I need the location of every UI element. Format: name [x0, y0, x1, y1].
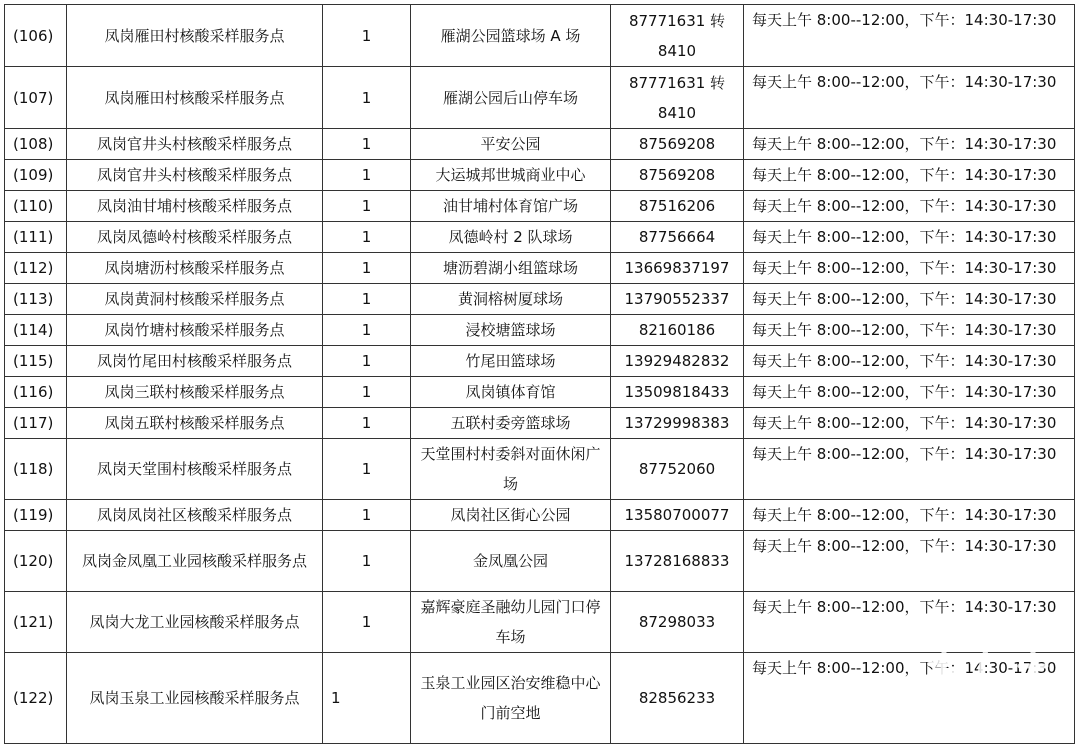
row-number: (108)	[5, 129, 67, 160]
sampling-location: 玉泉工业园区治安维稳中心门前空地	[411, 653, 611, 744]
service-point-name: 凤岗大龙工业园核酸采样服务点	[67, 592, 323, 653]
contact-phone: 87569208	[611, 129, 744, 160]
table-row	[5, 129, 1075, 160]
sampling-location: 塘沥碧湖小组篮球场	[411, 253, 611, 284]
row-number: (121)	[5, 592, 67, 653]
service-point-name: 凤岗官井头村核酸采样服务点	[67, 129, 323, 160]
point-count: 1	[323, 160, 411, 191]
service-point-name: 凤岗三联村核酸采样服务点	[67, 377, 323, 408]
service-point-name: 凤岗玉泉工业园核酸采样服务点	[67, 653, 323, 744]
table-row	[5, 592, 1075, 653]
service-hours: 每天上午 8:00--12:00，下午：14:30-17:30	[744, 408, 1075, 439]
point-count: 1	[323, 67, 411, 129]
service-point-name: 凤岗五联村核酸采样服务点	[67, 408, 323, 439]
service-hours: 每天上午 8:00--12:00，下午：14:30-17:30	[744, 439, 1075, 500]
sampling-location: 大运城邦世城商业中心	[411, 160, 611, 191]
row-number: (118)	[5, 439, 67, 500]
table-row	[5, 346, 1075, 377]
row-number: (115)	[5, 346, 67, 377]
contact-phone: 87298033	[611, 592, 744, 653]
service-hours: 每天上午 8:00--12:00，下午：14:30-17:30	[744, 160, 1075, 191]
sampling-location: 油甘埔村体育馆广场	[411, 191, 611, 222]
sampling-location: 凤岗镇体育馆	[411, 377, 611, 408]
row-number: (117)	[5, 408, 67, 439]
sampling-location: 嘉辉豪庭圣融幼儿园门口停车场	[411, 592, 611, 653]
table-row	[5, 253, 1075, 284]
service-hours: 每天上午 8:00--12:00，下午：14:30-17:30	[744, 129, 1075, 160]
service-point-name: 凤岗竹塘村核酸采样服务点	[67, 315, 323, 346]
row-number: (120)	[5, 531, 67, 592]
sampling-location: 金凤凰公园	[411, 531, 611, 592]
service-hours: 每天上午 8:00--12:00，下午：14:30-17:30	[744, 377, 1075, 408]
table-row	[5, 377, 1075, 408]
service-point-name: 凤岗黄洞村核酸采样服务点	[67, 284, 323, 315]
sampling-location: 五联村委旁篮球场	[411, 408, 611, 439]
row-number: (119)	[5, 500, 67, 531]
table-row	[5, 67, 1075, 129]
sampling-location: 凤岗社区街心公园	[411, 500, 611, 531]
sampling-location: 凤德岭村 2 队球场	[411, 222, 611, 253]
table-row	[5, 653, 1075, 744]
point-count: 1	[323, 377, 411, 408]
service-point-name: 凤岗金凤凰工业园核酸采样服务点	[67, 531, 323, 592]
contact-phone: 13728168833	[611, 531, 744, 592]
service-point-name: 凤岗雁田村核酸采样服务点	[67, 67, 323, 129]
service-hours: 每天上午 8:00--12:00，下午：14:30-17:30	[744, 284, 1075, 315]
point-count: 1	[323, 315, 411, 346]
sampling-points-table	[4, 4, 1075, 744]
service-hours: 每天上午 8:00--12:00，下午：14:30-17:30	[744, 346, 1075, 377]
table-row	[5, 408, 1075, 439]
contact-phone: 82856233	[611, 653, 744, 744]
contact-phone: 87752060	[611, 439, 744, 500]
service-hours: 每天上午 8:00--12:00，下午：14:30-17:30	[744, 67, 1075, 129]
row-number: (106)	[5, 5, 67, 67]
point-count: 1	[323, 191, 411, 222]
row-number: (110)	[5, 191, 67, 222]
sampling-location: 天堂围村村委斜对面休闲广场	[411, 439, 611, 500]
row-number: (122)	[5, 653, 67, 744]
contact-phone: 87771631 转 8410	[611, 67, 744, 129]
point-count: 1	[323, 653, 411, 744]
sampling-location: 雁湖公园后山停车场	[411, 67, 611, 129]
contact-phone: 13669837197	[611, 253, 744, 284]
row-number: (111)	[5, 222, 67, 253]
service-hours: 每天上午 8:00--12:00，下午：14:30-17:30	[744, 253, 1075, 284]
point-count: 1	[323, 284, 411, 315]
contact-phone: 13509818433	[611, 377, 744, 408]
service-hours: 每天上午 8:00--12:00，下午：14:30-17:30	[744, 222, 1075, 253]
contact-phone: 87756664	[611, 222, 744, 253]
service-point-name: 凤岗官井头村核酸采样服务点	[67, 160, 323, 191]
service-hours: 每天上午 8:00--12:00，下午：14:30-17:30	[744, 653, 1075, 744]
contact-phone: 13790552337	[611, 284, 744, 315]
service-hours: 每天上午 8:00--12:00，下午：14:30-17:30	[744, 5, 1075, 67]
sampling-location: 黄洞榕树厦球场	[411, 284, 611, 315]
sampling-location: 平安公园	[411, 129, 611, 160]
point-count: 1	[323, 129, 411, 160]
table-row	[5, 191, 1075, 222]
contact-phone: 87771631 转 8410	[611, 5, 744, 67]
service-hours: 每天上午 8:00--12:00，下午：14:30-17:30	[744, 315, 1075, 346]
table-row	[5, 5, 1075, 67]
row-number: (109)	[5, 160, 67, 191]
service-hours: 每天上午 8:00--12:00，下午：14:30-17:30	[744, 592, 1075, 653]
point-count: 1	[323, 408, 411, 439]
contact-phone: 82160186	[611, 315, 744, 346]
service-point-name: 凤岗塘沥村核酸采样服务点	[67, 253, 323, 284]
point-count: 1	[323, 253, 411, 284]
point-count: 1	[323, 5, 411, 67]
service-point-name: 凤岗凤岗社区核酸采样服务点	[67, 500, 323, 531]
table-row	[5, 315, 1075, 346]
row-number: (107)	[5, 67, 67, 129]
row-number: (114)	[5, 315, 67, 346]
row-number: (116)	[5, 377, 67, 408]
service-point-name: 凤岗油甘埔村核酸采样服务点	[67, 191, 323, 222]
contact-phone: 87569208	[611, 160, 744, 191]
table-row	[5, 284, 1075, 315]
service-point-name: 凤岗天堂围村核酸采样服务点	[67, 439, 323, 500]
point-count: 1	[323, 592, 411, 653]
contact-phone: 87516206	[611, 191, 744, 222]
row-number: (112)	[5, 253, 67, 284]
service-point-name: 凤岗雁田村核酸采样服务点	[67, 5, 323, 67]
table-row	[5, 439, 1075, 500]
service-hours: 每天上午 8:00--12:00，下午：14:30-17:30	[744, 531, 1075, 592]
table-row	[5, 500, 1075, 531]
service-point-name: 凤岗凤德岭村核酸采样服务点	[67, 222, 323, 253]
contact-phone: 13929482832	[611, 346, 744, 377]
sampling-location: 浸校塘篮球场	[411, 315, 611, 346]
table-row	[5, 160, 1075, 191]
sampling-location: 雁湖公园篮球场 A 场	[411, 5, 611, 67]
point-count: 1	[323, 531, 411, 592]
point-count: 1	[323, 222, 411, 253]
contact-phone: 13580700077	[611, 500, 744, 531]
table-row	[5, 531, 1075, 592]
table-row	[5, 222, 1075, 253]
point-count: 1	[323, 346, 411, 377]
row-number: (113)	[5, 284, 67, 315]
sampling-location: 竹尾田篮球场	[411, 346, 611, 377]
point-count: 1	[323, 439, 411, 500]
service-hours: 每天上午 8:00--12:00，下午：14:30-17:30	[744, 500, 1075, 531]
service-point-name: 凤岗竹尾田村核酸采样服务点	[67, 346, 323, 377]
service-hours: 每天上午 8:00--12:00，下午：14:30-17:30	[744, 191, 1075, 222]
point-count: 1	[323, 500, 411, 531]
contact-phone: 13729998383	[611, 408, 744, 439]
